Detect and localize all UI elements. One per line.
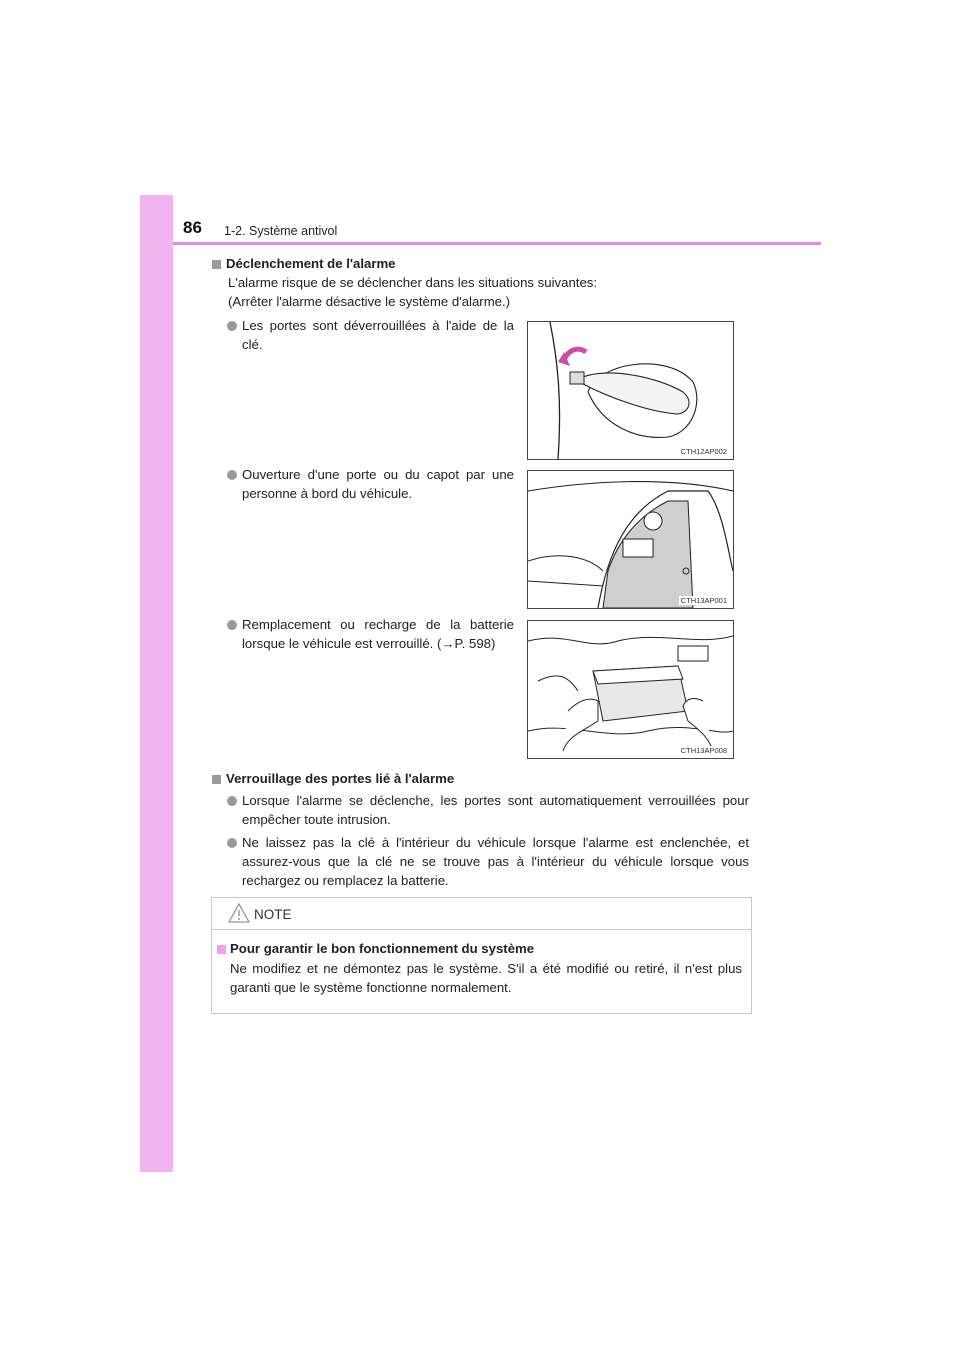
note-body: Ne modifiez et ne démontez pas le système. S'il a été modifié ou retiré, il n'est plus garanti que le système fonctionne normalement. bbox=[230, 961, 742, 995]
note-heading-bullet bbox=[217, 945, 226, 954]
list-bullet bbox=[227, 470, 237, 480]
heading-bullet bbox=[212, 260, 221, 269]
figure-code: CTH12AP002 bbox=[680, 447, 727, 456]
trigger-intro-line2: (Arrêter l'alarme désactive le système d'alarme.) bbox=[228, 294, 511, 309]
note-header bbox=[212, 898, 751, 930]
trigger-intro-line1: L'alarme risque de se déclencher dans les situations suivantes: bbox=[228, 275, 598, 290]
note-title: NOTE bbox=[254, 907, 292, 922]
lock-item-2: Ne laissez pas la clé à l'intérieur du véhicule lorsque l'alarme est enclenchée, et assurez-vous que la clé ne se trouve pas à l'intérieur du véhicule lorsque vous rechargez ou remplacez la batterie. bbox=[242, 835, 749, 888]
figure-door-key-unlock bbox=[527, 321, 734, 460]
lock-heading: Verrouillage des portes lié à l'alarme bbox=[226, 771, 455, 786]
trigger-heading: Déclenchement de l'alarme bbox=[226, 256, 396, 271]
note-box bbox=[211, 897, 752, 1014]
trigger-item-2: Ouverture d'une porte ou du capot par une personne à bord du véhicule. bbox=[242, 467, 514, 501]
trigger-item-3: Remplacement ou recharge de la batterie lorsque le véhicule est verrouillé. (→P. 598) bbox=[242, 617, 514, 651]
figure-person-in-car bbox=[527, 470, 734, 609]
figure-battery-replacement bbox=[527, 620, 734, 759]
heading-bullet bbox=[212, 775, 221, 784]
chapter-tab bbox=[140, 195, 173, 1172]
figure-code: CTH13AP001 bbox=[680, 596, 727, 605]
warning-icon bbox=[228, 903, 250, 923]
list-bullet bbox=[227, 796, 237, 806]
section-title: 1-2. Système antivol bbox=[224, 224, 338, 238]
page-number: 86 bbox=[183, 218, 202, 237]
header-rule bbox=[173, 242, 821, 245]
list-bullet bbox=[227, 620, 237, 630]
trigger-item-1: Les portes sont déverrouillées à l'aide de la clé. bbox=[242, 318, 514, 352]
list-bullet bbox=[227, 321, 237, 331]
note-heading: Pour garantir le bon fonctionnement du système bbox=[230, 941, 535, 956]
lock-item-1: Lorsque l'alarme se déclenche, les portes sont automatiquement verrouillées pour empêcher toute intrusion. bbox=[242, 793, 749, 827]
list-bullet bbox=[227, 838, 237, 848]
figure-code: CTH13AP008 bbox=[680, 746, 727, 755]
